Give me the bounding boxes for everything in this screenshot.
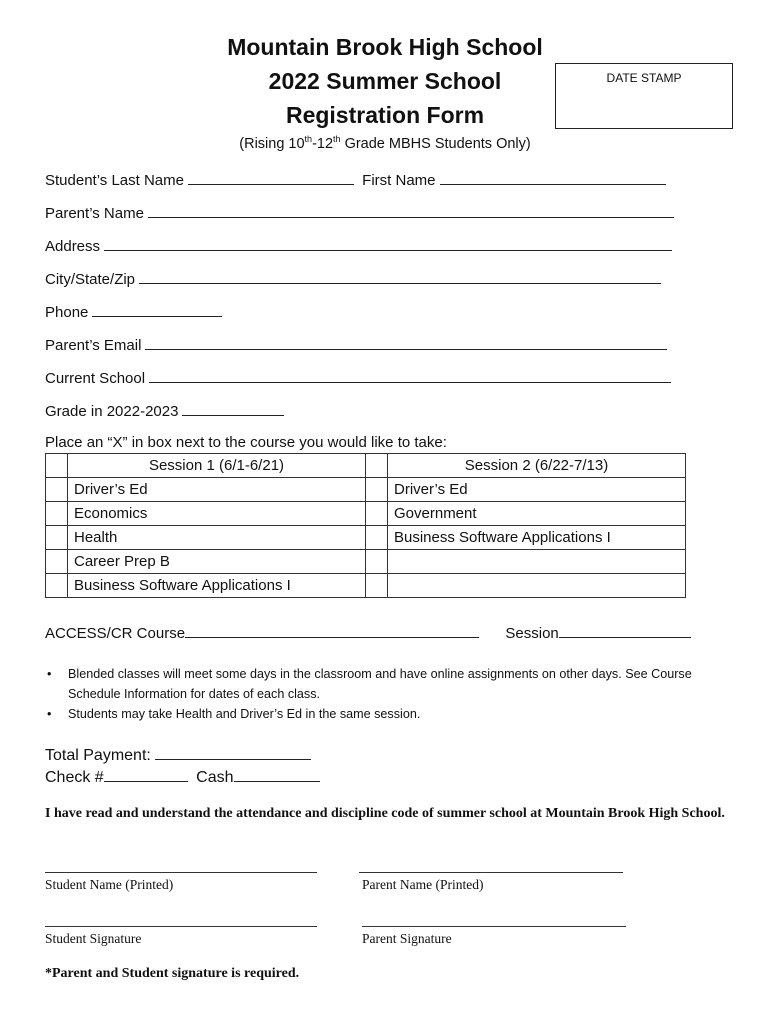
table-row [46, 574, 686, 598]
table-row [46, 526, 686, 550]
grade-row [45, 401, 288, 420]
session1-course: Career Prep B [68, 550, 366, 574]
current-school-field[interactable] [149, 368, 671, 383]
grade-field[interactable] [182, 401, 284, 416]
course-instruction: Place an “X” in box next to the course you would like to take: [45, 434, 447, 451]
course-checkbox[interactable] [46, 550, 68, 574]
table-row [46, 502, 686, 526]
header-spacer [46, 454, 68, 478]
course-checkbox[interactable] [366, 502, 388, 526]
first-name-label: First Name [362, 172, 436, 189]
total-payment-label: Total Payment: [45, 747, 151, 764]
agreement-statement: I have read and understand the attendance and discipline code of summer school at Mountain Brook High School. [45, 806, 725, 821]
course-table [45, 453, 686, 598]
phone-label: Phone [45, 304, 89, 321]
course-checkbox[interactable] [46, 526, 68, 550]
last-name-label: Student’s Last Name [45, 172, 184, 189]
check-label: Check # [45, 769, 104, 786]
course-checkbox[interactable] [366, 574, 388, 598]
list-item: • Blended classes will meet some days in the classroom and have online assignments on other days. See Course Schedule Information for dates of each class. [47, 667, 692, 701]
parent-signature-line[interactable] [362, 926, 626, 927]
total-payment-row [45, 745, 315, 765]
session1-course: Health [68, 526, 366, 550]
phone-row [45, 302, 226, 321]
course-table-header [46, 454, 686, 478]
parent-name-row [45, 203, 678, 222]
parent-email-row [45, 335, 671, 354]
course-checkbox[interactable] [46, 574, 68, 598]
session2-course [388, 574, 686, 598]
course-checkbox[interactable] [366, 478, 388, 502]
course-checkbox[interactable] [366, 550, 388, 574]
grade-label: Grade in 2022-2023 [45, 403, 179, 420]
city-state-zip-row [45, 269, 665, 288]
session1-header: Session 1 (6/1-6/21) [68, 454, 366, 478]
student-signature-line[interactable] [45, 926, 317, 927]
access-session-field[interactable] [559, 623, 691, 638]
table-row [46, 478, 686, 502]
signature-required-note: *Parent and Student signature is required. [45, 966, 300, 981]
student-name-line[interactable] [45, 872, 317, 873]
phone-field[interactable] [92, 302, 222, 317]
course-checkbox[interactable] [46, 478, 68, 502]
school-name: Mountain Brook High School [227, 34, 543, 60]
access-session-label: Session [505, 625, 559, 642]
address-row [45, 236, 676, 255]
student-signature-label: Student Signature [45, 931, 142, 946]
session1-course: Driver’s Ed [68, 478, 366, 502]
parent-signature-label: Parent Signature [362, 931, 452, 946]
current-school-row [45, 368, 675, 387]
access-course-label: ACCESS/CR Course [45, 625, 186, 642]
session2-course: Business Software Applications I [388, 526, 686, 550]
session2-course: Government [388, 502, 686, 526]
parent-name-label: Parent’s Name [45, 205, 144, 222]
parent-email-label: Parent’s Email [45, 337, 142, 354]
city-state-zip-field[interactable] [139, 269, 661, 284]
total-payment-field[interactable] [155, 745, 311, 760]
city-state-zip-label: City/State/Zip [45, 271, 136, 288]
session1-course: Business Software Applications I [68, 574, 366, 598]
current-school-label: Current School [45, 370, 146, 387]
student-name-printed-label: Student Name (Printed) [45, 877, 174, 892]
table-row [46, 550, 686, 574]
parent-email-field[interactable] [145, 335, 667, 350]
name-row [45, 170, 670, 189]
form-title: Registration Form [285, 102, 485, 128]
notes-list [45, 664, 705, 724]
form-year-title: 2022 Summer School [268, 68, 502, 94]
parent-name-printed-label: Parent Name (Printed) [362, 877, 484, 892]
eligibility-note: (Rising 10th-12th Grade MBHS Students Only) [239, 134, 531, 152]
list-item: • Students may take Health and Driver’s Ed in the same session. [47, 707, 421, 721]
cash-field[interactable] [234, 767, 320, 782]
course-checkbox[interactable] [366, 526, 388, 550]
header-spacer [366, 454, 388, 478]
session2-course [388, 550, 686, 574]
address-label: Address [45, 238, 101, 255]
check-cash-row [45, 767, 324, 787]
course-checkbox[interactable] [46, 502, 68, 526]
access-row [45, 623, 695, 642]
access-course-field[interactable] [185, 623, 479, 638]
parent-name-field[interactable] [148, 203, 674, 218]
address-field[interactable] [104, 236, 672, 251]
date-stamp-box: DATE STAMP [555, 63, 733, 129]
session2-course: Driver’s Ed [388, 478, 686, 502]
cash-label: Cash [196, 769, 234, 786]
first-name-field[interactable] [440, 170, 666, 185]
session2-header: Session 2 (6/22-7/13) [388, 454, 686, 478]
session1-course: Economics [68, 502, 366, 526]
last-name-field[interactable] [188, 170, 354, 185]
parent-name-line[interactable] [359, 872, 623, 873]
check-number-field[interactable] [104, 767, 188, 782]
